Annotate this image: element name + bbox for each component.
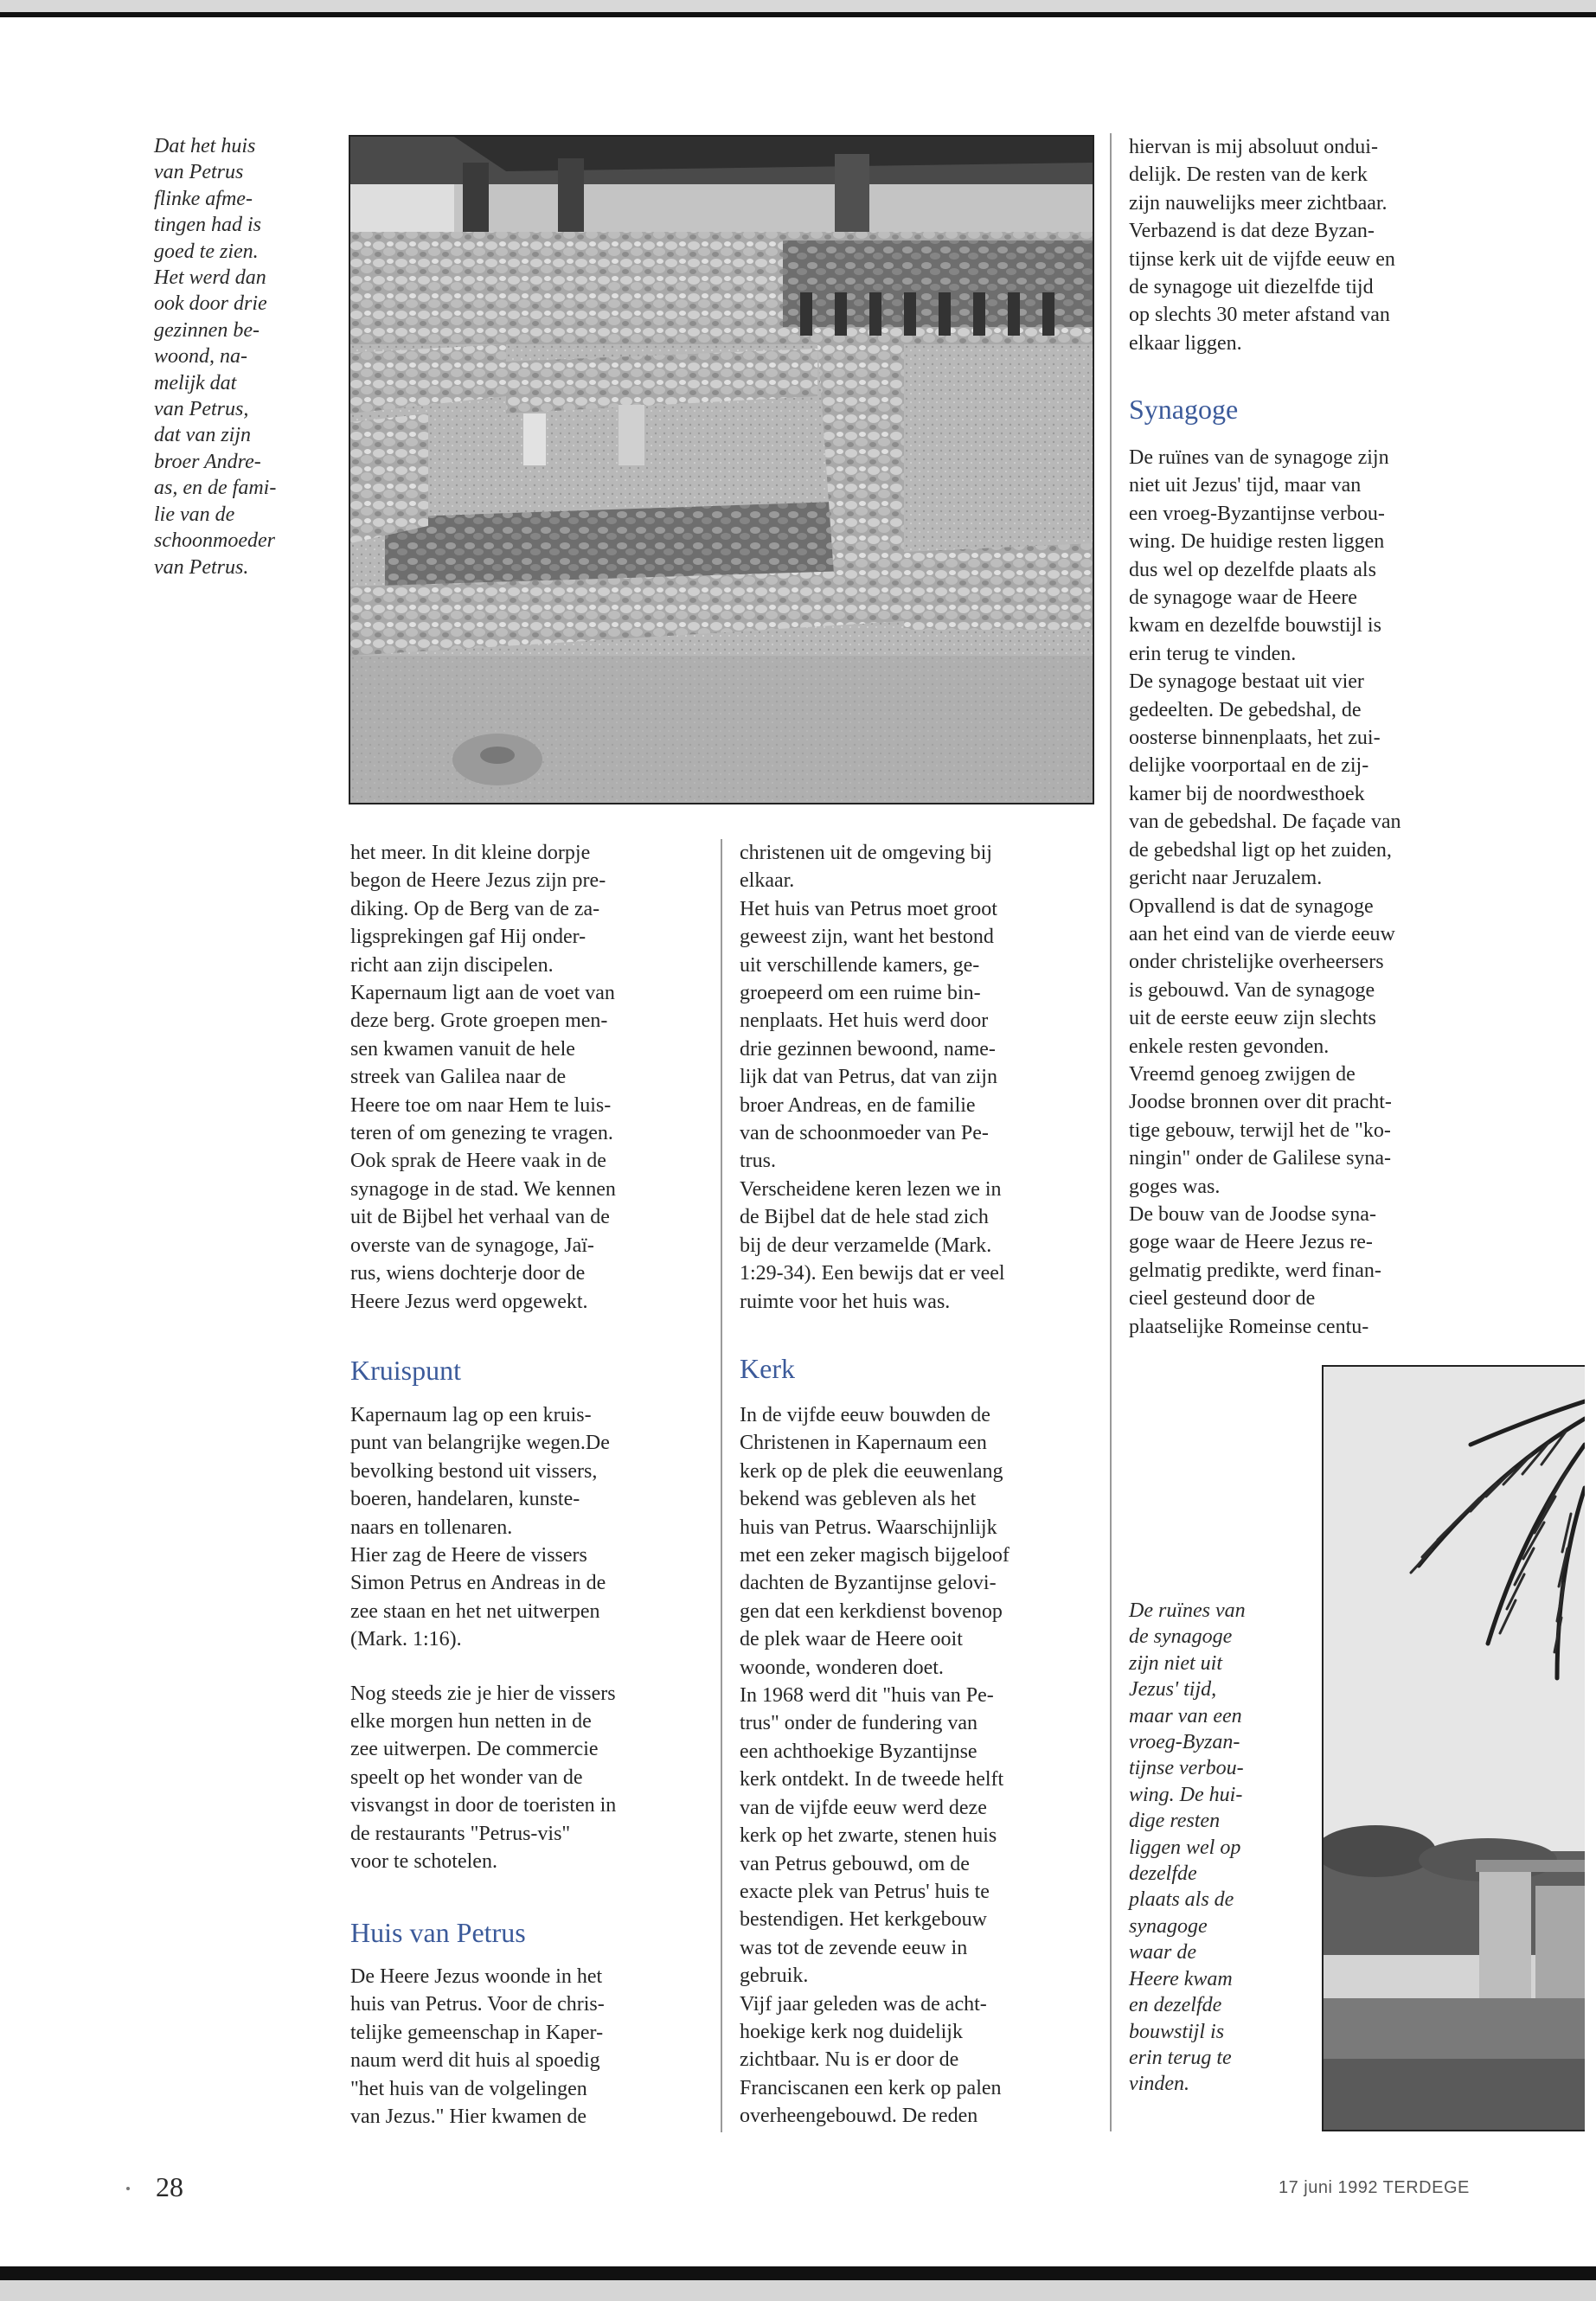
page-number: 28: [156, 2171, 183, 2202]
kruispunt-paragraph-1: Kapernaum lag op een kruis- punt van belangrijke wegen.De bevolking bestond uit vissers, boeren, handelaren, kunste- naars en tollenaren. Hier zag de Heere de vissers Simon Petrus en Andreas in de zee staan en het net uitwerpen (Mark. 1:16).: [350, 1404, 610, 1651]
kruispunt-paragraph-2: Nog steeds zie je hier de vissers elke morgen hun netten in de zee uitwerpen. De commercie speelt op het wonder van de visvangst in door de toeristen in de restaurants "Petrus-vis" voor te schotelen.: [350, 1682, 617, 1874]
column-1-huis: [350, 1963, 696, 2131]
col3-intro-text: hiervan is mij absoluut ondui- delijk. De resten van de kerk zijn nauwelijks meer zichtbaar. Verbazend is dat deze Byzan- tijnse kerk uit de vijfde eeuw en de synagoge uit diezelfde tijd op slechts 30 meter afstand van elkaar liggen.: [1129, 136, 1395, 355]
column-divider: [721, 839, 722, 2132]
column-divider: [1110, 133, 1112, 2131]
column-1-intro: [350, 839, 696, 1316]
heading-kerk: Kerk: [740, 1353, 795, 1384]
scan-edge-top: [0, 0, 1596, 12]
huis-paragraph-1: De Heere Jezus woonde in het huis van Petrus. Voor de chris- telijke gemeenschap in Kaper- naum werd dit huis al spoedig "het huis van de volgelingen van Jezus." Hier kwamen de: [350, 1965, 605, 2129]
synagoge-paragraph-1: De ruïnes van de synagoge zijn niet uit Jezus' tijd, maar van een vroeg-Byzantijnse verbou- wing. De huidige resten liggen dus wel op dezelfde plaats als de synagoge waar de Heere kwam en dezelfde bouwstijl is erin terug te vinden. De synagoge bestaat uit vier gedeelten. De gebedshal, de oosterse binnenplaats, het zui- delijke voorportaal en de zij- kamer bij de noordwesthoek van de gebedshal. De façade van de gebedshal ligt op het zuiden, gericht naar Jeruzalem. Opvallend is dat de synagoge aan het eind van de vierde eeuw onder christelijke overheersers is gebouwd. Van de synagoge uit de eerste eeuw zijn slechts enkele resten gevonden. Vreemd genoeg zwijgen de Joodse bronnen over dit pracht- tige gebouw, terwijl het de "ko- ningin" onder de Galilese syna- goges was. De bouw van de Joodse syna- goge waar de Heere Jezus re- gelmatig predikte, werd finan- cieel gesteund door de plaatselijke Romeinse centu-: [1129, 446, 1401, 1338]
palm-photo: [1322, 1365, 1585, 2131]
palm-photo-illustration: [1324, 1367, 1585, 2130]
heading-kruispunt: Kruispunt: [350, 1355, 461, 1386]
column-3-synagoge: [1129, 444, 1475, 1341]
col1-intro-text: het meer. In dit kleine dorpje begon de Heere Jezus zijn pre- diking. Op de Berg van de za- ligsprekingen gaf Hij onder- richt aan zijn discipelen. Kapernaum ligt aan de voet van deze berg. Grote groepen men- sen kwamen vanuit de hele streek van Galilea naar de Heere toe om naar Hem te luis- teren of om genezing te vragen. Ook sprak de Heere vaak in de synagoge in de stad. We kennen uit de Bijbel het verhaal van de overste van de synagoge, Jaï- rus, wiens dochterje door de Heere Jezus werd opgewekt.: [350, 842, 616, 1313]
heading-synagoge: Synagoge: [1129, 394, 1239, 425]
photo-caption-bottom: De ruïnes van de synagoge zijn niet uit Jezus' tijd, maar van een vroeg-Byzan- tijnse verbou- wing. De hui- dige resten liggen wel op dezelfde plaats als de synagoge waar de Heere kwam en dezelfde bouwstijl is erin terug te vinden.: [1129, 1599, 1246, 2096]
kerk-paragraph-1: In de vijfde eeuw bouwden de Christenen in Kapernaum een kerk op de plek die eeuwenlang bekend was gebleven als het huis van Petrus. Waarschijnlijk met een zeker magisch bijgeloof dachten de Byzantijnse gelovi- gen dat een kerkdienst bovenop de plek waar de Heere ooit woonde, wonderen doet. In 1968 werd dit "huis van Pe- trus" onder de fundering van een achthoekige Byzantijnse kerk ontdekt. In de tweede helft van de vijfde eeuw werd deze kerk op het zwarte, stenen huis van Petrus gebouwd, om de exacte plek van Petrus' huis te bestendigen. Het kerkgebouw was tot de zevende eeuw in gebruik. Vijf jaar geleden was de acht- hoekige kerk nog duidelijk zichtbaar. Nu is er door de Franciscanen een kerk op palen overheengebouwd. De reden: [740, 1404, 1010, 2128]
heading-huis-van-petrus: Huis van Petrus: [350, 1917, 526, 1948]
ruins-photo: [349, 135, 1094, 804]
scan-border-bottom: [0, 2266, 1596, 2280]
column-3-intro: [1129, 133, 1475, 357]
ruins-photo-illustration: [350, 137, 1093, 803]
issue-date: 17 juni 1992 TERDEGE: [1279, 2178, 1470, 2197]
column-2-kerk: [740, 1401, 1086, 2131]
scan-speck: [126, 2187, 130, 2190]
col2-intro-text: christenen uit de omgeving bij elkaar. Het huis van Petrus moet groot geweest zijn, want het bestond uit verschillende kamers, ge- groepeerd om een ruime bin- nenplaats. Het huis werd door drie gezinnen bewoond, name- lijk dat van Petrus, dat van zijn broer Andreas, en de familie van de schoonmoeder van Pe- trus. Verscheidene keren lezen we in de Bijbel dat de hele stad zich bij de deur verzamelde (Mark. 1:29-34). Een bewijs dat er veel ruimte voor het huis was.: [740, 842, 1005, 1313]
column-2-intro: [740, 839, 1086, 1316]
photo-caption-top: Dat het huis van Petrus flinke afme- tingen had is goed te zien. Het werd dan ook door drie gezinnen be- woond, na- melijk dat van Petrus, dat van zijn broer Andre- as, en de fami- lie van de schoonmoeder van Petrus.: [154, 135, 277, 579]
column-1-kruispunt: [350, 1401, 696, 1876]
scan-edge-bottom: [0, 2280, 1596, 2301]
scan-border-top: [0, 12, 1596, 17]
